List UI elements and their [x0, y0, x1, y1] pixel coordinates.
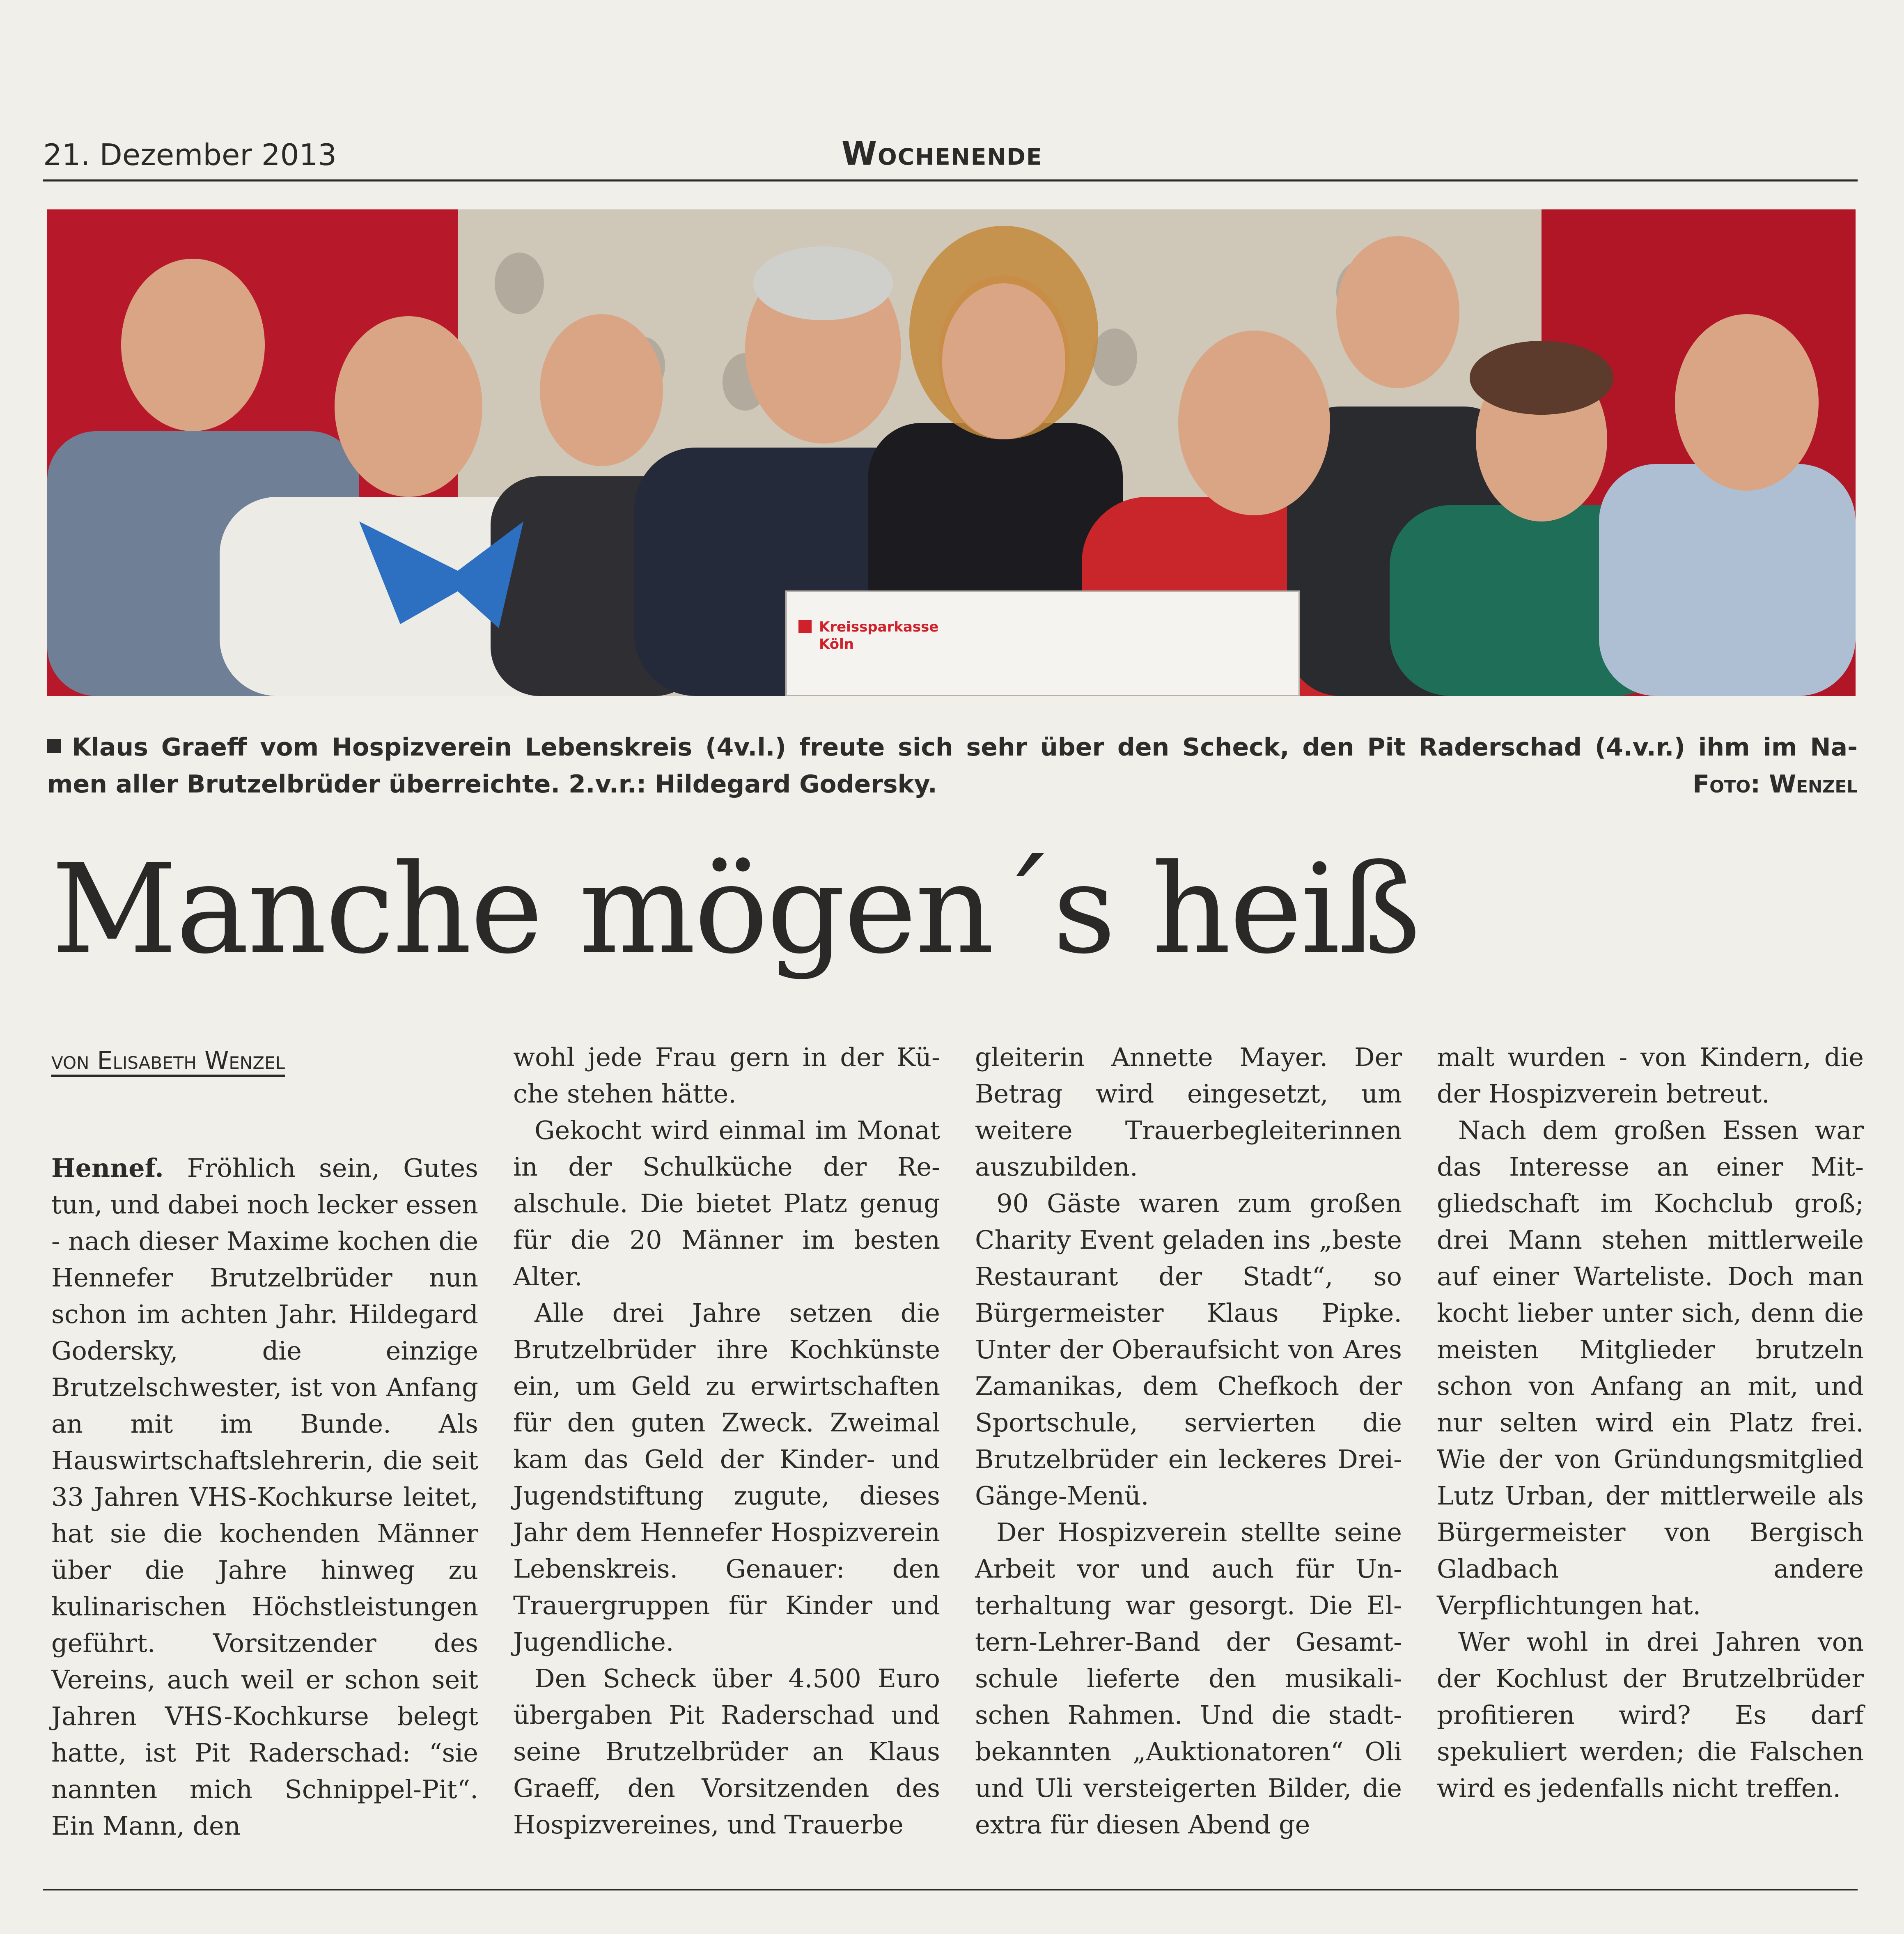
paragraph: Der Hospizverein stellte seine Arbeit vor und auch für Unterhaltung war gesorgt. Die Eltern-Lehrer-Band der Gesamtschule lieferte den musikalischen Rahmen. Und die stadtbekannten „Auktionatoren“ Oli und Uli versteigerten Bilder, die extra für diesen Abend ge — [975, 1517, 1402, 1840]
photo-caption — [47, 729, 1858, 803]
article-column-3 — [975, 1039, 1402, 1843]
article-column-2 — [513, 1039, 940, 1843]
bullet-icon — [47, 739, 61, 753]
paragraph: wohl jede Frau gern in der Küche stehen hätte. — [513, 1042, 940, 1109]
issue-date: 21. Dezember 2013 — [43, 138, 337, 172]
footer-rule — [43, 1889, 1858, 1890]
paragraph: gleiterin Annette Mayer. Der Betrag wird eingesetzt, um weitere Trauerbegleiterinnen auszubilden. — [975, 1042, 1402, 1182]
paragraph: malt wurden - von Kindern, die der Hospizverein betreut. — [1437, 1042, 1864, 1109]
group-photo — [47, 209, 1856, 696]
paragraph: Wer wohl in drei Jahren von der Kochlust der Brutzelbrüder profitieren wird? Es darf spekuliert werden; die Falschen wird es jedenfalls nicht treffen. — [1437, 1627, 1864, 1803]
paragraph: Hennef. Fröhlich sein, Gutes tun, und dabei noch lecker essen - nach dieser Maxime kochen die Hennefer Brutzelbrüder nun schon im achten Jahr. Hildegard Godersky, die einzige Brutzelschwester, ist von Anfang an mit im Bunde. Als Hauswirtschaftslehrerin, die seit 33 Jahren VHS-Kochkurse leitet, hat sie die kochenden Männer über die Jahre hinweg zu kulinarischen Höchstleistungen geführt. Vorsitzender des Vereins, auch weil er schon seit Jahren VHS-Kochkurse belegt hatte, ist Pit Raderschad: “sie nannten mich Schnippel-Pit“. Ein Mann, den — [51, 1153, 478, 1841]
paragraph: Nach dem großen Essen war das Interesse an einer Mitgliedschaft im Kochclub groß; drei Mann stehen mittlerweile auf einer Warteliste. Doch man kocht lieber unter sich, denn die meisten Mitglieder brutzeln schon von Anfang an mit, und nur selten wird ein Platz frei. Wie der von Gründungsmitglied Lutz Urban, der mittlerweile als Bürgermeister von Bergisch Gladbach andere Verpflichtungen hat. — [1437, 1115, 1864, 1620]
dateline: Hennef. — [51, 1153, 164, 1183]
section-title: Wochenende — [842, 136, 1043, 172]
article-column-4 — [1437, 1039, 1864, 1806]
paragraph: 90 Gäste waren zum großen Charity Event geladen ins „beste Restaurant der Stadt“, so Bürgermeister Klaus Pipke. Unter der Oberaufsicht von Ares Zamanikas, dem Chefkoch der Sportschule, servierten die Brutzelbrüder ein leckeres Drei-Gänge-Menü. — [975, 1188, 1402, 1511]
caption-line-2: men aller Brutzelbrüder überreichte. 2.v.r.: Hildegard Godersky. — [47, 770, 937, 799]
check-bank-city: Köln — [819, 636, 854, 652]
paragraph: Den Scheck über 4.500 Euro übergaben Pit Raderschad und seine Brutzelbrüder an Klaus Graeff, den Vorsitzenden des Hospizvereines, und Trauerbe — [513, 1663, 940, 1840]
photo-credit: Foto: Wenzel — [1693, 770, 1858, 799]
headline: Manche mögen´s heiß — [51, 838, 1419, 981]
caption-line-1: Klaus Graeff vom Hospizverein Lebenskreis (4v.l.) freute sich sehr über den Scheck, den Pit Raderschad (4.v.r.) ihm im Na- — [72, 733, 1858, 762]
paragraph: Alle drei Jahre setzen die Brutzelbrüder ihre Kochkünste ein, um Geld zu erwirtschaften für den guten Zweck. Zweimal kam das Geld der Kinder- und Jugendstiftung zugute, dieses Jahr dem Hennefer Hospizverein Lebenskreis. Genauer: den Trauergruppen für Kinder und Jugendliche. — [513, 1298, 940, 1657]
check-bank-name: Kreissparkasse — [819, 619, 939, 635]
article-column-1 — [51, 1150, 478, 1844]
paragraph: Gekocht wird einmal im Monat in der Schulküche der Realschule. Die bietet Platz genug für die 20 Männer im besten Alter. — [513, 1115, 940, 1291]
byline: von Elisabeth Wenzel — [51, 1046, 285, 1075]
header-rule — [43, 179, 1858, 181]
